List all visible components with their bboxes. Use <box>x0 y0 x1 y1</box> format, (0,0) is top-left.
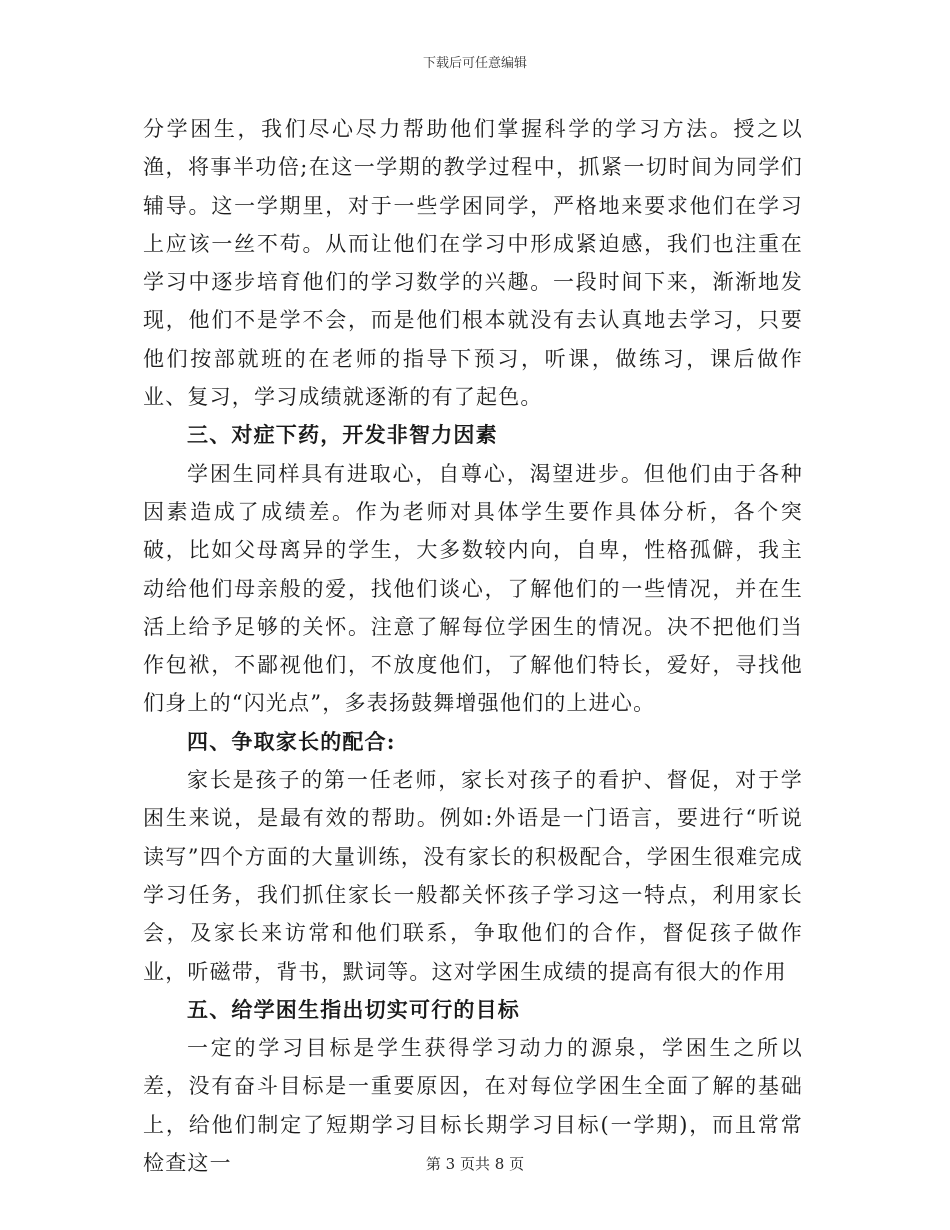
section-heading-3: 三、对症下药，开发非智力因素 <box>187 422 498 448</box>
document-body <box>143 110 803 1182</box>
paragraph-section-5: 一定的学习目标是学生获得学习动力的源泉，学困生之所以差，没有奋斗目标是一重要原因，在对每位学困生全面了解的基础上，给他们制定了短期学习目标长期学习目标(一学期)，而且常常检查这一 <box>143 1036 803 1176</box>
paragraph-continuation: 分学困生，我们尽心尽力帮助他们掌握科学的学习方法。授之以渔，将事半功倍;在这一学期的教学过程中，抓紧一切时间为同学们辅导。这一学期里，对于一些学困同学，严格地来要求他们在学习上应该一丝不苟。从而让他们在学习中形成紧迫感，我们也注重在学习中逐步培育他们的学习数学的兴趣。一段时间下来，渐渐地发现，他们不是学不会，而是他们根本就没有去认真地去学习，只要他们按部就班的在老师的指导下预习，听课，做练习，课后做作业、复习，学习成绩就逐渐的有了起色。 <box>143 117 803 410</box>
page-number: 第 3 页共 8 页 <box>425 1155 525 1173</box>
paragraph-section-4: 家长是孩子的第一任老师，家长对孩子的看护、督促，对于学困生来说，是最有效的帮助。例如:外语是一门语言，要进行“听说读写”四个方面的大量训练，没有家长的积极配合，学困生很难完成学习任务，我们抓住家长一般都关怀孩子学习这一特点，利用家长会，及家长来访常和他们联系，争取他们的合作，督促孩子做作业，听磁带，背书，默词等。这对学困生成绩的提高有很大的作用 <box>143 768 803 984</box>
section-heading-4: 四、争取家长的配合: <box>187 728 396 754</box>
page-header: 下载后可任意编辑 <box>422 56 527 71</box>
paragraph-section-3: 学困生同样具有进取心，自尊心，渴望进步。但他们由于各种因素造成了成绩差。作为老师对具体学生要作具体分析，各个突破，比如父母离异的学生，大多数较内向，自卑，性格孤僻，我主动给他们母亲般的爱，找他们谈心，了解他们的一些情况，并在生活上给予足够的关怀。注意了解每位学困生的情况。决不把他们当作包袱，不鄙视他们，不放度他们，了解他们特长，爱好，寻找他们身上的“闪光点”，多表扬鼓舞增强他们的上进心。 <box>143 461 803 716</box>
section-heading-5: 五、给学困生指出切实可行的目标 <box>187 996 520 1022</box>
